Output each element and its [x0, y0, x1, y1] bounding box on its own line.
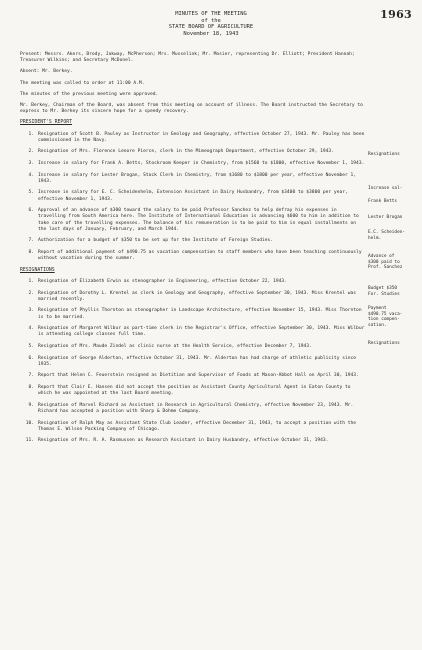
item-text: Resignation of Scott B. Pauley as Instructor in Geology and Geography, effective October 27, 1943. Mr. Pauley has been commissioned in the Navy. — [38, 131, 365, 143]
item-text: Resignation of Mrs. Florence Lenore Pierce, clerk in the Mimeograph Department, effective October 29, 1943. — [38, 149, 334, 155]
list-item — [20, 403, 366, 415]
list-item — [20, 356, 366, 368]
item-text: Resignation of Elizabeth Erwin as stenographer in Engineering, effective October 22, 1943. — [38, 279, 287, 284]
item-number: 2. — [28, 149, 34, 155]
list-item — [20, 326, 366, 338]
item-text: Resignation of George Alderton, effective October 31, 1943. Mr. Alderton has had charge of athletic publicity since 1935. — [38, 355, 357, 367]
list-item — [20, 238, 366, 244]
item-number: 10. — [25, 420, 34, 426]
list-item — [20, 279, 366, 285]
list-item — [20, 149, 366, 155]
item-text: Resignation of Dorothy L. Krentel as clerk in Geology and Geography, effective September 30, 1943. Miss Krentel was married recently. — [38, 290, 357, 302]
item-number: 6. — [28, 208, 34, 214]
list-item — [20, 173, 366, 185]
present-paragraph: Present: Messrs. Akers, Brody, Jakway, McPherson; Mrs. Musselink; Mr. Mosier, representing Dr. Elliott; President Hannah; Treasurer Wilkins; and Secretary McDonel. — [20, 52, 355, 64]
item-number: 1. — [28, 131, 34, 137]
minutes-header — [0, 11, 422, 37]
margin-note: Budget $350 For. Studies — [368, 286, 400, 297]
item-number: 7. — [28, 238, 34, 244]
item-text: Resignation of Margaret Wilbur as part-time clerk in the Registrar's Office, effective September 30, 1943. Miss Wilbur is attending college classes full time. — [38, 326, 365, 338]
item-number: 4. — [28, 326, 34, 332]
item-number: 6. — [28, 355, 34, 361]
item-text: Resignation of Mrs. R. A. Rasmussen as Research Assistant in Dairy Husbandry, effective October 31, 1943. — [38, 438, 329, 444]
item-text: Approval of an advance of $300 toward the salary to be paid Professor Sanchez to help defray his expenses in travelling from South America here. The Institute of International Education is advancing $600 to him in addition to take care of the travelling expenses. The balance of his remuneration is to be paid to him in equal installments on the last days of January, February, and March 1944. — [38, 208, 359, 232]
list-item — [20, 385, 366, 397]
margin-note: Frank Betts — [368, 199, 398, 204]
list-item — [20, 438, 366, 444]
list-item — [20, 208, 366, 233]
header-line-3: STATE BOARD OF AGRICULTURE — [168, 24, 254, 31]
item-number: 2. — [28, 290, 34, 296]
item-number: 3. — [28, 161, 34, 167]
item-text: Resignation of Marvel Richard as Assistant in Research in Agricultural Chemistry, effective November 23, 1943. Mr. Richard has accepted a position with Sharp & Dohme Company. — [38, 402, 354, 414]
berkey-absence-paragraph: Mr. Berkey, Chairman of the Board, was absent from this meeting on account of illness. The Board instructed the Secretary to express to Mr. Berkey its sincere hope for a speedy recovery. — [20, 103, 363, 115]
item-text: Authorization for a budget of $350 to be set up for the Institute of Foreign Studies. — [38, 238, 274, 244]
list-item — [20, 190, 366, 202]
list-item — [20, 308, 366, 320]
item-number: 8. — [28, 250, 34, 255]
list-item — [20, 250, 366, 262]
item-text: Report that Clair E. Hansen did not accept the position as Assistant County Agricultural Agent in Eaton County to which he was appointed at the last Board meeting. — [38, 384, 351, 397]
item-text: Resignation of Mrs. Maude Zindel as clinic nurse at the Health Service, effective December 7, 1943. — [38, 343, 312, 349]
item-text: Increase in salary for Frank A. Betts, Stockroom Keeper in Chemistry, from $1560 to $1800, effective November 1, 1943. — [38, 161, 365, 167]
list-item — [20, 421, 366, 433]
item-number: 5. — [28, 343, 34, 349]
absent-paragraph: Absent: Mr. Berkey. — [20, 69, 73, 75]
item-text: Increase in salary for Lester Brogan, Stock Clerk in Chemistry, from $1680 to $1800 per year, effective November 1, 1943. — [38, 172, 357, 184]
list-item — [20, 373, 366, 379]
list-item — [20, 291, 366, 303]
item-number: 9. — [28, 402, 34, 408]
item-number: 8. — [28, 384, 34, 390]
margin-note: Resignations — [368, 152, 400, 157]
list-item — [20, 344, 366, 350]
margin-note: Lester Brogan — [368, 215, 403, 220]
item-number: 1. — [28, 279, 34, 284]
margin-note: Advance of $300 paid to Prof. Sanchez — [368, 254, 403, 271]
list-item — [20, 161, 366, 167]
item-number: 11. — [25, 438, 34, 444]
item-number: 4. — [28, 172, 34, 178]
item-text: Report of additional payment of $490.75 as vacation compensation to staff members who have been teaching continuously without vacation during the summer. — [38, 250, 362, 262]
header-line-4: November 18, 1943 — [183, 30, 239, 37]
item-number: 7. — [28, 373, 34, 379]
item-number: 5. — [28, 190, 34, 196]
item-text: Resignation of Phyllis Thornton as stenographer in Landscape Architecture, effective November 15, 1943. Miss Thornton is to be married. — [38, 308, 362, 320]
item-text: Report that Helen C. Feuerstein resigned as Dietitian and Supervisor of Foods at Mason-Abbot Hall on April 30, 1943. — [38, 373, 359, 379]
called-to-order-paragraph: The meeting was called to order at 11:00 A.M. — [20, 80, 145, 86]
margin-note: Payment $490.75 vaca- tion compen- sation. — [368, 306, 403, 328]
resignations-list — [20, 279, 366, 445]
margin-note: E.C. Scheiden- helm. — [368, 230, 406, 241]
list-item — [20, 132, 366, 144]
header-line-1: MINUTES OF THE MEETING — [175, 11, 247, 17]
item-number: 3. — [28, 308, 34, 314]
item-text: Increase in salary for E. C. Scheidenhelm, Extension Assistant in Dairy Husbandry, from $3400 to $3800 per year, effective November 1, 1943. — [38, 190, 348, 202]
margin-note: Resignations — [368, 341, 400, 346]
presidents-report-list — [20, 132, 366, 263]
resignations-heading: RESIGNATIONS — [20, 267, 55, 273]
item-text: Resignation of Ralph May as Assistant State Club Leader, effective December 31, 1943, to accept a position with the Thomas E. Wilson Packing Company of Chicago. — [38, 420, 357, 432]
document-body — [20, 52, 366, 450]
minutes-approved-paragraph: The minutes of the previous meeting were approved. — [20, 91, 159, 97]
page-number: 1963 — [380, 8, 412, 21]
margin-note: Increase sal- — [368, 186, 403, 191]
presidents-report-heading: PRESIDENT'S REPORT — [20, 120, 72, 126]
header-line-2: of the — [201, 17, 221, 24]
